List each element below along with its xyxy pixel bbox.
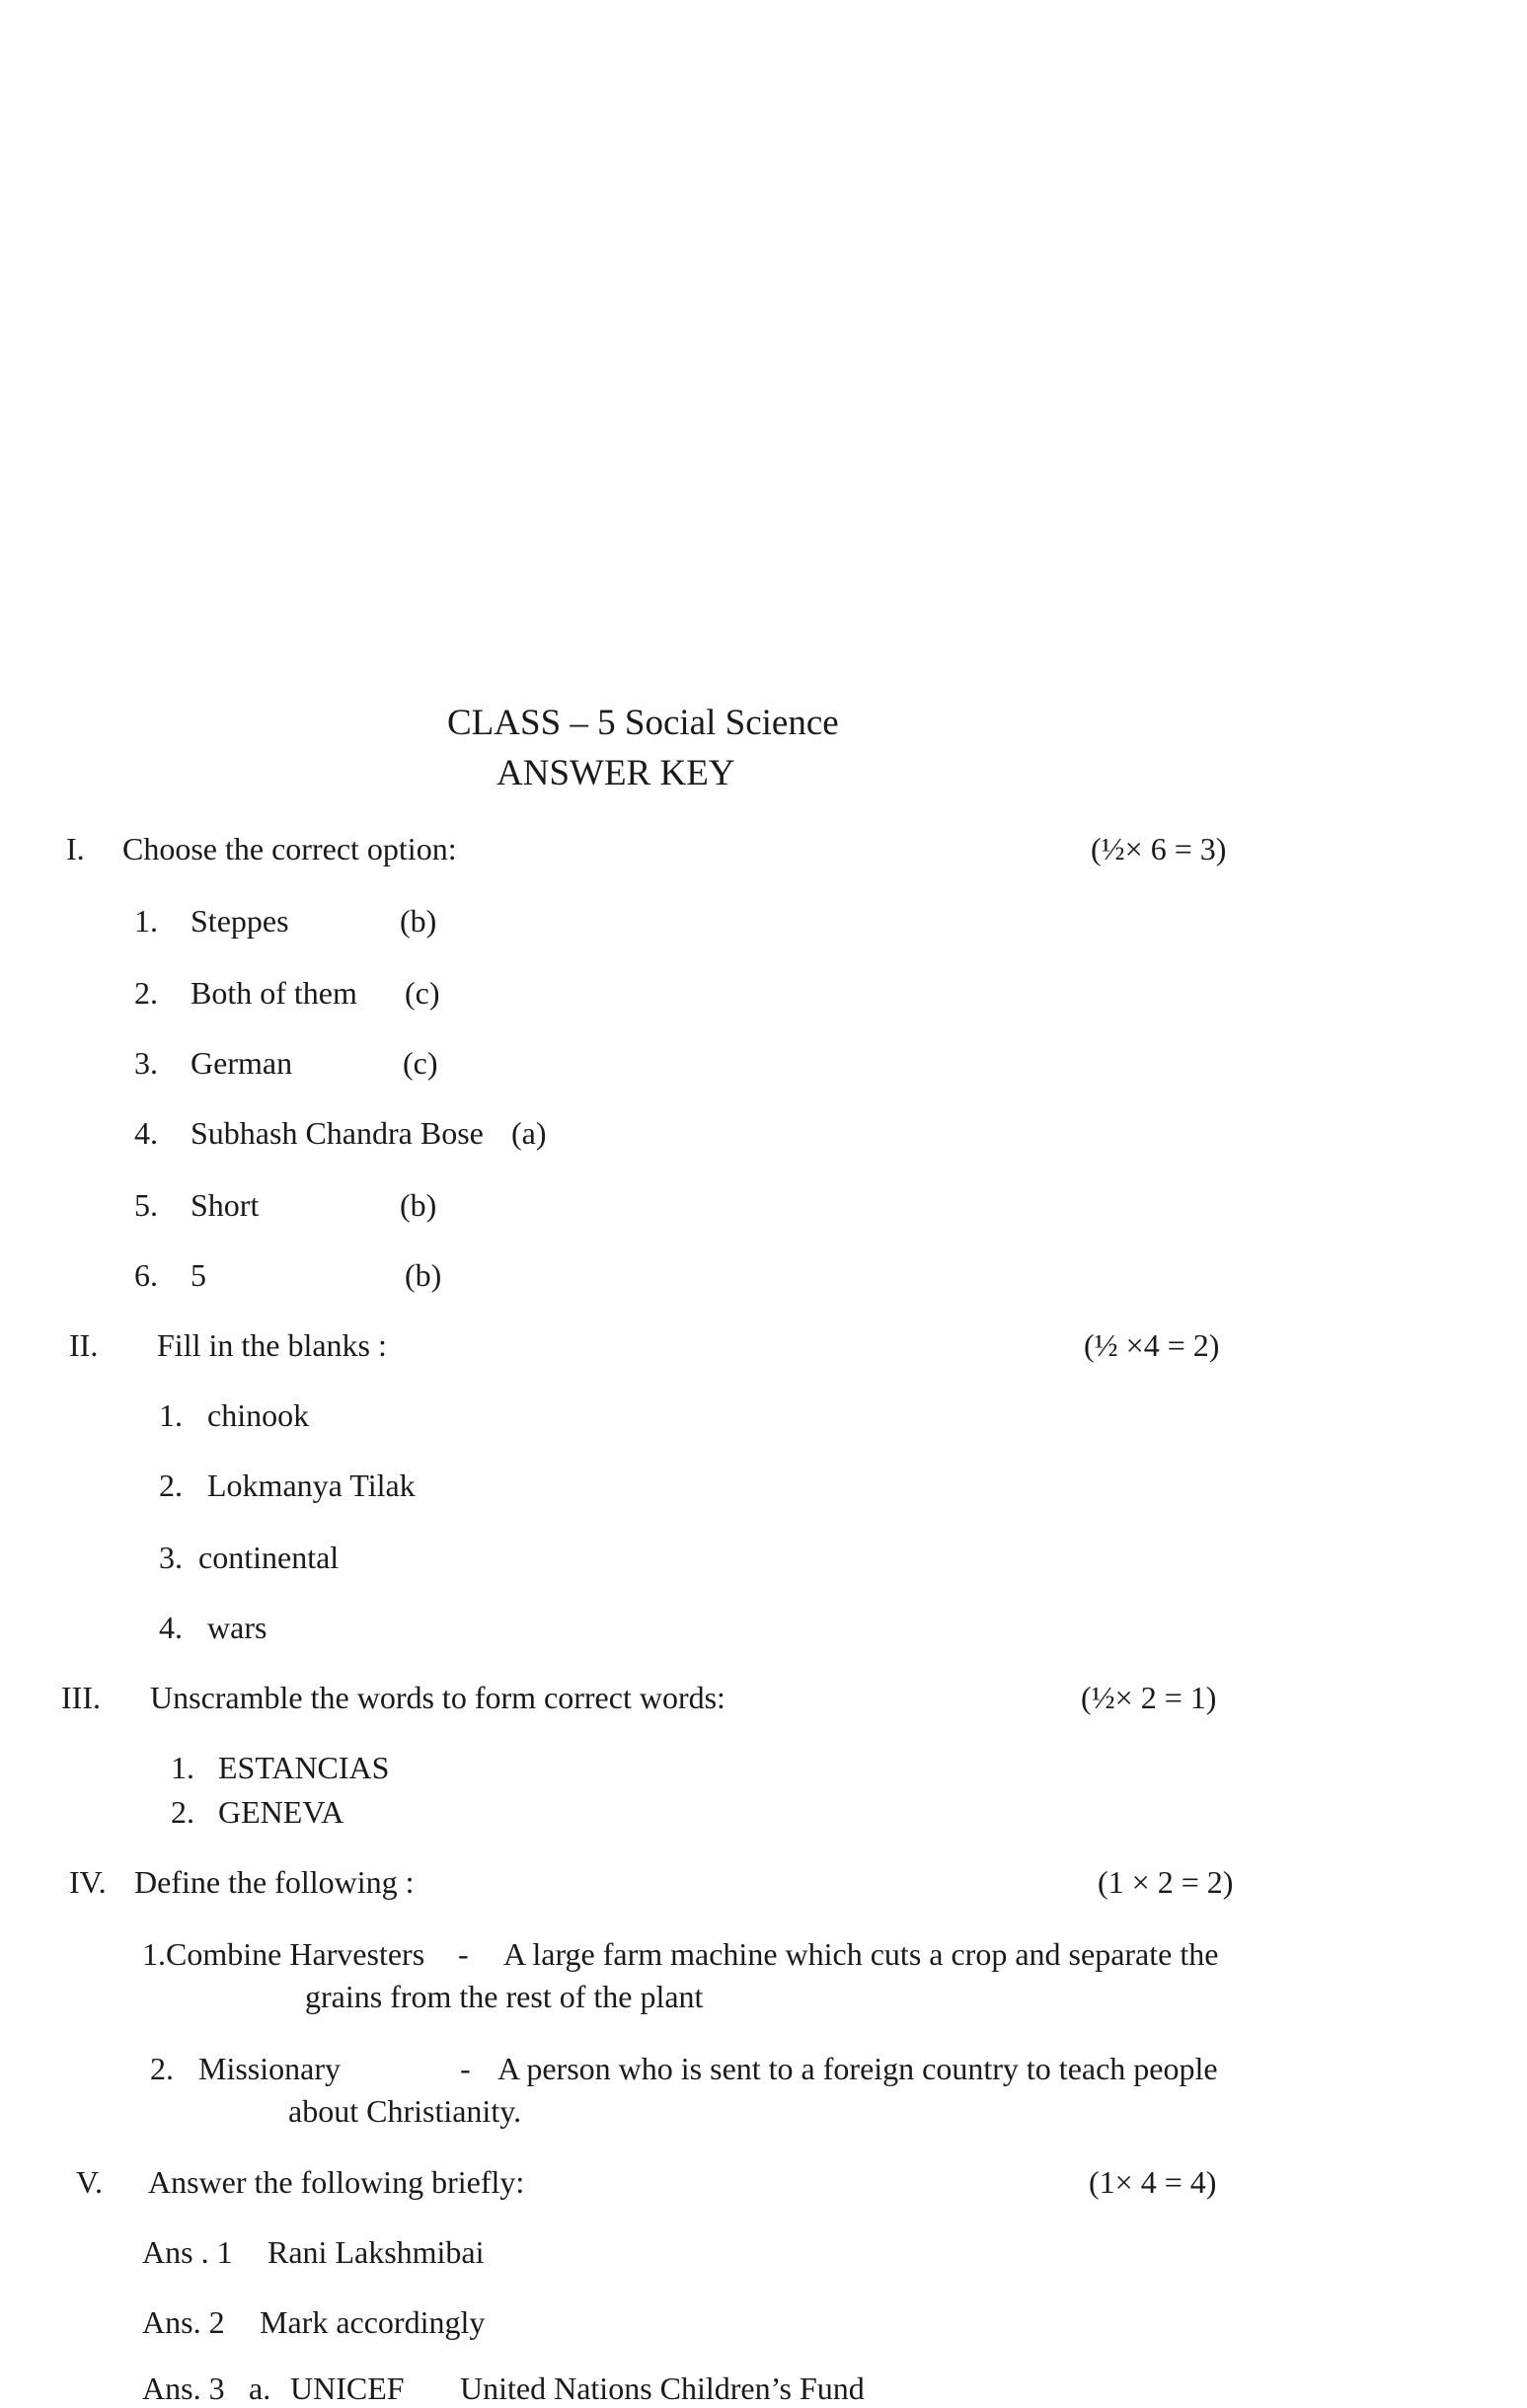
item-number: 1.: [171, 1750, 194, 1785]
section-numeral: II.: [69, 1327, 99, 1363]
item-answer: German: [191, 1045, 293, 1081]
item-number: 2.: [159, 1467, 183, 1503]
item-answer: wars: [207, 1610, 267, 1645]
item-answer: Steppes: [191, 903, 289, 939]
sub-item-label: a.: [249, 2370, 271, 2406]
section-heading: Define the following :: [134, 1864, 415, 1900]
item-answer: Both of them: [191, 975, 357, 1011]
item-answer: Lokmanya Tilak: [207, 1467, 416, 1503]
item-answer: chinook: [207, 1397, 310, 1433]
section-numeral: III.: [61, 1680, 101, 1715]
item-option: (b): [400, 903, 437, 939]
item-option: (c): [403, 1045, 438, 1081]
section-numeral: V.: [76, 2164, 103, 2200]
item-number: 4.: [159, 1610, 183, 1645]
definition-text: A person who is sent to a foreign country to teach people: [497, 2051, 1218, 2086]
answer-text: United Nations Children’s Fund: [460, 2370, 865, 2406]
section-marks: (½ ×4 = 2): [1084, 1327, 1220, 1363]
definition-text-continued: grains from the rest of the plant: [305, 1979, 704, 2014]
item-answer: Subhash Chandra Bose: [191, 1115, 484, 1151]
item-option: (b): [405, 1257, 442, 1293]
item-answer: 5: [191, 1257, 206, 1293]
item-option: (b): [400, 1187, 437, 1223]
answer-term: UNICEF: [290, 2370, 405, 2406]
item-number: 4.: [134, 1115, 158, 1151]
item-number: 5.: [134, 1187, 158, 1223]
definition-term: 1.Combine Harvesters: [142, 1936, 425, 1972]
section-heading: Fill in the blanks :: [157, 1327, 387, 1363]
item-number: 6.: [134, 1257, 158, 1293]
section-numeral: IV.: [69, 1864, 107, 1900]
item-option: (c): [405, 975, 440, 1011]
item-option: (a): [511, 1115, 547, 1151]
item-number: 2.: [171, 1794, 194, 1830]
section-marks: (½× 6 = 3): [1091, 831, 1227, 866]
answer-label: Ans . 1: [142, 2234, 233, 2270]
page-title: CLASS – 5 Social Science: [447, 703, 839, 743]
item-number: 2.: [150, 2051, 174, 2086]
answer-text: Mark accordingly: [260, 2304, 486, 2340]
definition-text: A large farm machine which cuts a crop and separate the: [503, 1936, 1219, 1972]
section-marks: (1× 4 = 4): [1089, 2164, 1217, 2200]
definition-dash: -: [458, 1936, 469, 1972]
definition-dash: -: [460, 2051, 471, 2086]
section-heading: Unscramble the words to form correct words:: [150, 1680, 725, 1715]
section-marks: (½× 2 = 1): [1081, 1680, 1217, 1715]
page-subtitle: ANSWER KEY: [496, 753, 735, 793]
definition-term: Missionary: [198, 2051, 341, 2086]
item-answer: Short: [191, 1187, 260, 1223]
section-numeral: I.: [66, 831, 85, 866]
section-heading: Answer the following briefly:: [148, 2164, 525, 2200]
answer-label: Ans. 3: [142, 2370, 225, 2406]
item-answer: continental: [198, 1540, 340, 1575]
item-number: 1.: [134, 903, 158, 939]
section-marks: (1 × 2 = 2): [1098, 1864, 1234, 1900]
item-number: 1.: [159, 1397, 183, 1433]
item-number: 3.: [159, 1540, 183, 1575]
item-answer: GENEVA: [218, 1794, 344, 1830]
section-heading: Choose the correct option:: [122, 831, 457, 866]
answer-label: Ans. 2: [142, 2304, 225, 2340]
item-number: 3.: [134, 1045, 158, 1081]
item-number: 2.: [134, 975, 158, 1011]
definition-text-continued: about Christianity.: [288, 2093, 522, 2129]
item-answer: ESTANCIAS: [218, 1750, 390, 1785]
answer-text: Rani Lakshmibai: [267, 2234, 485, 2270]
